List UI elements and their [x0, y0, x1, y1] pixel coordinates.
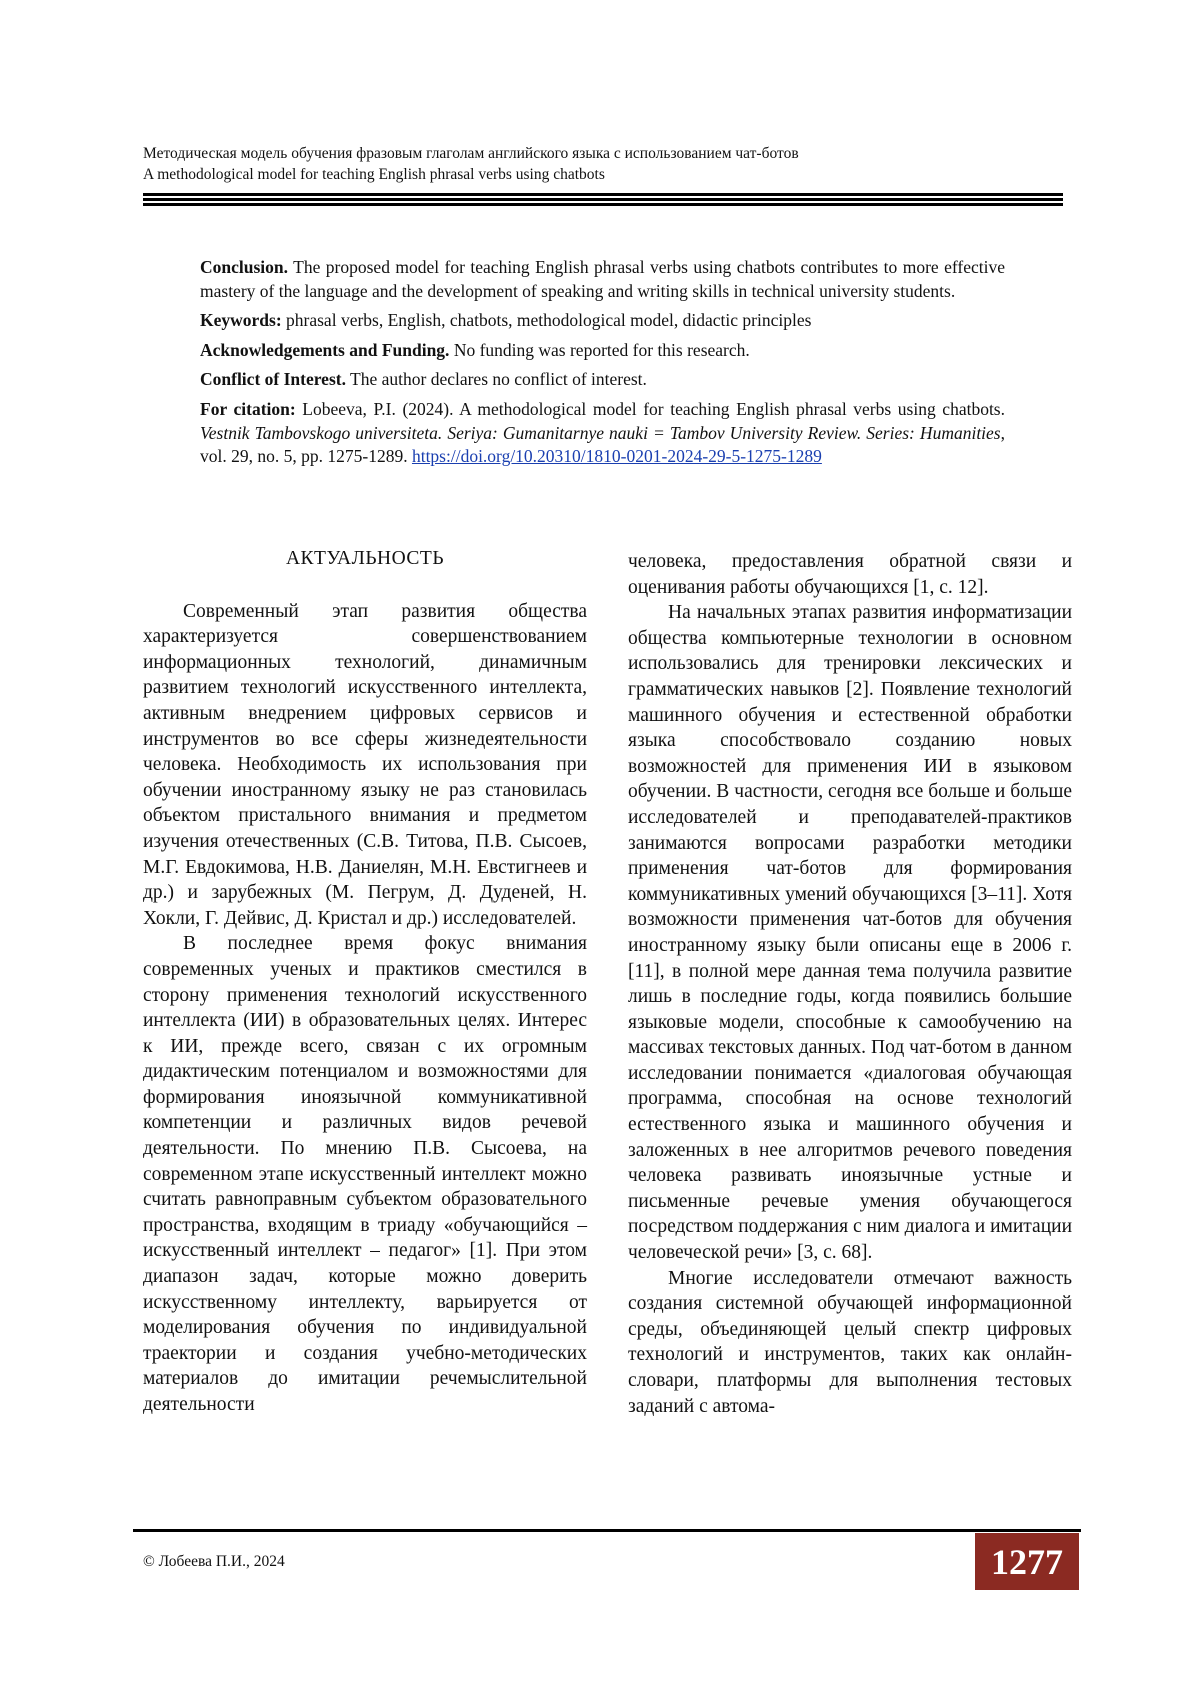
citation-text: Lobeeva, P.I. (2024). A methodological model for teaching English phrasal verbs using chatbots. [295, 398, 1005, 419]
body-paragraph: человека, предоставления обратной связи и оценивания работы обучающихся [1, с. 12]. [628, 551, 1072, 598]
footer-rule [133, 1529, 1081, 1532]
doi-link[interactable]: https://doi.org/10.20310/1810-0201-2024-29-5-1275-1289 [411, 446, 822, 467]
conflict-label: Conflict of Interest. [200, 369, 346, 390]
page-number: 1277 [975, 1533, 1079, 1590]
keywords-paragraph [200, 309, 1005, 333]
conclusion-text: The proposed model for teaching English phrasal verbs using chatbots contributes to more effective mastery of the language and the development of speaking and writing skills in technical university students. [200, 257, 1005, 301]
header-rule [143, 198, 1063, 201]
citation-details: , vol. 29, no. 5, pp. 1275-1289. [200, 422, 1005, 467]
acknowledgements-label: Acknowledgements and Funding. [200, 339, 450, 360]
conclusion-paragraph [200, 256, 1005, 303]
section-title: АКТУАЛЬНОСТЬ [285, 548, 445, 569]
conflict-text: The author declares no conflict of interest. [345, 369, 647, 390]
keywords-text: phrasal verbs, English, chatbots, methodological model, didactic principles [281, 310, 812, 331]
citation-label: For citation: [200, 398, 296, 419]
body-paragraph: Многие исследователи отмечают важность создания системной обучающей информационной среды, объединяющей целый спектр цифровых технологий и инструментов, таких как онлайн-словари, платформы для выполнения тестовых заданий с автома- [628, 1267, 1072, 1417]
abstract-block [200, 256, 1005, 475]
body-paragraph: На начальных этапах развития информатизации общества компьютерные технологии в основном использовались для тренировки лексических и грамматических навыков [2]. Появление технологий машинного обучения и естественной обработки языка способствовало созданию новых возможностей для применения ИИ в языковом обучении. В частности, сегодня все больше и больше исследователей и преподавателей-практиков занимаются вопросами разработки методики применения чат-ботов для формирования коммуникативных умений обучающихся [3–11]. Хотя возможности применения чат-ботов для обучения иностранному языку были описаны еще в 2006 г. [11], в полной мере данная тема получила развитие лишь в последние годы, когда появились большие языковые модели, способные к самообучению на массивах текстовых данных. Под чат-ботом в данном исследовании понимается «диалоговая обучающая программа, способная на основе технологий естественного языка и машинного обучения и заложенных в нее алгоритмов речевого поведения человека развивать иноязычные устные и письменные речевые умения обучающегося посредством поддержания с ним диалога и имитации человеческой речи» [3, с. 68]. [628, 602, 1073, 1264]
citation-journal: Vestnik Tambovskogo universiteta. Seriya: Gumanitarnye nauki = Tambov University Review. Series: Humanities [200, 422, 1001, 443]
conclusion-label: Conclusion. [200, 257, 289, 277]
running-head-title-ru: Методическая модель обучения фразовым глаголам английского языка с использованием чат-ботов [143, 145, 799, 162]
body-column-right [628, 549, 1072, 1419]
footer-copyright: © Лобеева П.И., 2024 [143, 1553, 285, 1570]
running-head-title-en: A methodological model for teaching English phrasal verbs using chatbots [143, 166, 605, 183]
header-rule [143, 193, 1063, 196]
body-column-left [143, 546, 587, 1418]
acknowledgements-text: No funding was reported for this research. [449, 339, 750, 360]
running-head [143, 143, 1063, 185]
conflict-paragraph [200, 368, 1005, 392]
acknowledgements-paragraph [200, 339, 1005, 363]
header-rule [143, 203, 1063, 206]
body-paragraph: В последнее время фокус внимания современных ученых и практиков сместился в сторону применения технологий искусственного интеллекта (ИИ) в образовательных целях. Интерес к ИИ, прежде всего, связан с их огромным дидактическим потенциалом и возможностями для формирования иноязычной коммуникативной компетенции и различных видов речевой деятельности. По мнению П.В. Сысоева, на современном этапе искусственный интеллект можно считать равноправным субъектом образовательного пространства, входящим в триаду «обучающийся – искусственный интеллект – педагог» [1]. При этом диапазон задач, которые можно доверить искусственному интеллекту, варьируется от моделирования обучения по индивидуальной траектории и создания учебно-методических материалов до имитации речемыслительной деятельности [143, 933, 587, 1415]
header-rules [143, 193, 1063, 208]
body-paragraph: Современный этап развития общества характеризуется совершенствованием информационных технологий, динамичным развитием технологий искусственного интеллекта, активным внедрением цифровых сервисов и инструментов во все сферы жизнедеятельности человека. Необходимость их использования при обучении иностранному языку не раз становилась объектом пристального внимания и предметом изучения отечественных (С.В. Титова, П.В. Сысоев, М.Г. Евдокимова, Н.В. Даниелян, М.Н. Евстигнеев и др.) и зарубежных (М. Пегрум, Д. Дуденей, Н. Хокли, Г. Дейвис, Д. Кристал и др.) исследователей. [143, 600, 587, 929]
keywords-label: Keywords: [200, 310, 282, 331]
citation-paragraph [200, 398, 1005, 469]
